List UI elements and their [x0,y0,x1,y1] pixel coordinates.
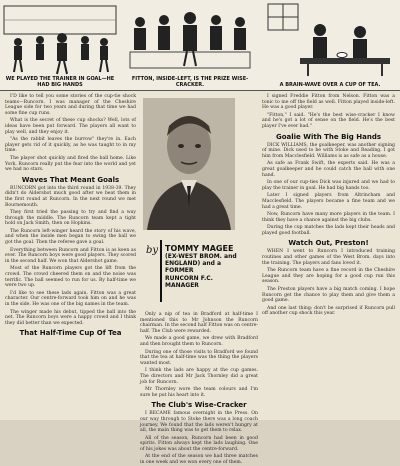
subheading-wisecracker: The Club's Wise-Cracker [151,401,247,410]
author-credit-line: ENGLAND) and a FORMER [165,260,222,275]
paragraph: Mr Thornley wore the team colours and I'm sure he put his heart into it. [140,387,258,398]
paragraph: I signed Freddie Fitton from Nelson. Fitton was a tonic to me off the field as well. Fitton played inside-left. He was a good player. [262,94,395,111]
author-credit-line: (EX-WEST BROM. and [165,253,237,260]
cartoon-panel-wisecracker [120,0,261,90]
author-rule [160,240,162,302]
cartoon-strip [0,0,400,91]
paragraph: What is the secret of these cup shocks? Well, lots of ideas have been put forward. The players all want to play well, and they enjoy it. [5,118,136,135]
author-box [165,244,245,289]
paragraph: "Fitton," I said. "He's the best wise-cracker I know and he's got a lot of sense on the field. He's the best player I've ever had." [262,112,395,129]
paragraph: Now, Runcorn have many more players in the team. I think they have a chance against the big clubs. [262,212,395,223]
paragraph: During one of those visits to Bradford we found that the tea at half-time was the thing the players wanted most. [140,349,258,366]
paragraph: The Runcorn left-winger heard the story of his wave, and when the inside men began to swing the ball we got the goal. Then the referee gave a goal. [5,228,136,246]
paragraph: I think the lads are happy at the cup games. The directors and Mr Jack Thornley did a great job for Runcorn. [140,368,258,385]
paragraph: "As the rabbit leaves the burrow" they're in. Each player gets rid of it quickly, as he was taught to in my time. [5,137,136,154]
paragraph: WHEN I went to Runcorn I introduced training routines and other games of the West Brom. days into the training. The players and fans loved it. [262,249,395,266]
paragraph: I BECAME famous overnight in the Press. On our way through to Stoke there was a long coach journey. We found that the lads weren't hungry at all, the main thing was to get them to relax. [140,411,258,434]
paragraph: I'D like to tell you some stories of the cup-tie shock teams—Runcorn. I was manager of the Cheshire League side for two years and during that time we had some fine cup runs. [5,94,136,116]
portrait-drawing [143,98,235,230]
subheading-goalie: Goalie With The Big Hands [275,132,382,141]
paragraph: Later I signed players from Altrincham and Macclesfield. The players became a fine team and we had a great time. [262,193,395,210]
subheading-preston: Watch Out, Preston! [288,239,369,248]
paragraph: We made a good game, we drew with Bradford and then brought them to Runcorn. [140,336,258,347]
cartoon-panel-teacup [260,0,400,90]
paragraph: In one of our cup-ties Dick was injured and we had to play the trainer in goal. He had big hands too. [262,180,395,191]
subheading-half-time: That Half-Time Cup Of Tea [19,329,122,338]
author-photo [143,98,235,230]
cartoon-caption-1: WE PLAYED THE TRAINER IN GOAL—HE HAD BIG HANDS [5,76,115,88]
paragraph: The player shot quickly and fired the ball home. Like York, Runcorn really put the fear into the world and yet we had no stars. [5,155,136,173]
article-column-1 [5,94,136,420]
cartoon-caption-2: FITTON, INSIDE-LEFT, IS THE PRIZE WISE-CRACKER. [131,76,249,88]
paragraph: The Preston players have a big match coming. I hope Runcorn get the chance to play them and give them a good game. [262,287,395,304]
byline-by: by [146,245,159,256]
paragraph: All of the season, Runcorn had been in good spirits. Fitton always kept the lads laughing. One of his jokes was about the centre-forward. [140,435,258,452]
paragraph: DICK WILLIAMS, the goalkeeper, was another signing of mine. Dick used to be with Stoke and Reading. I got him from Macclesfield. Williams is as safe as a house. [262,142,395,159]
article-column-3 [262,94,395,420]
paragraph: Only a nip of tea in Bradford at half-time I mentioned this to Mr Johnson the Runcorn chairman. In the second half Fitton was on centre-half. The Club were rewarded. [140,312,258,334]
paragraph: And one last thing: don't be surprised if Runcorn pull off another cup shock this year. [262,305,395,317]
paragraph: At the end of the season we had three matches in one week and we won every one of them. [140,454,258,466]
tea-drawing [260,0,400,90]
cartoon-caption-3: A BRAIN-WAVE OVER A CUP OF TEA. [279,82,381,88]
author-name: TOMMY MAGEE [165,244,234,253]
paragraph: They first tried the passing to try and find a way through the middle. The Runcorn team kept a tight hold on Jack Smith, then on Hopkins. [5,210,136,227]
paragraph: The winger made his debut, tipped the ball into the net. The Runcorn boys were a happy crowd and I think they did better than we expected. [5,309,136,326]
article-column-2 [140,312,258,466]
cartoon-panel-goalkeeper [0,0,121,90]
author-credit-line: RUNCORN F.C. MANAGER [165,274,213,289]
paragraph: As safe as Frank Swift, the experts said. He was a great goalkeeper and he could catch the ball with one hand. [262,161,395,178]
paragraph: Most of the Runcorn players got the lift from the crowd. The crowd cheered them on and the noise was terrific. The ball seemed to run for us. By half-time we were two up. [5,266,136,289]
paragraph: I'd like to see these lads again. Fitton was a great character. Our centre-forward took him on and he was in the side. He was one of the big names in the team. [5,290,136,307]
paragraph: During the cup matches the lads kept their heads and played good football. [262,225,395,236]
subheading-waves: Waves That Meant Goals [21,175,120,184]
paragraph: The Runcorn team have a fine record in the Cheshire League and they are hoping for a good cup run this season. [262,268,395,285]
paragraph: Everything between Runcorn and Fitton is as keen as ever. The Runcorn boys were good players. They scored in the second half. We won that Aldershot game. [5,247,136,264]
paragraph: RUNCORN got into the third round in 1938-39. They didn't do Aldershot much good after we beat them in the first round at Runcorn. In the next round we met Bournemouth. [5,185,136,208]
